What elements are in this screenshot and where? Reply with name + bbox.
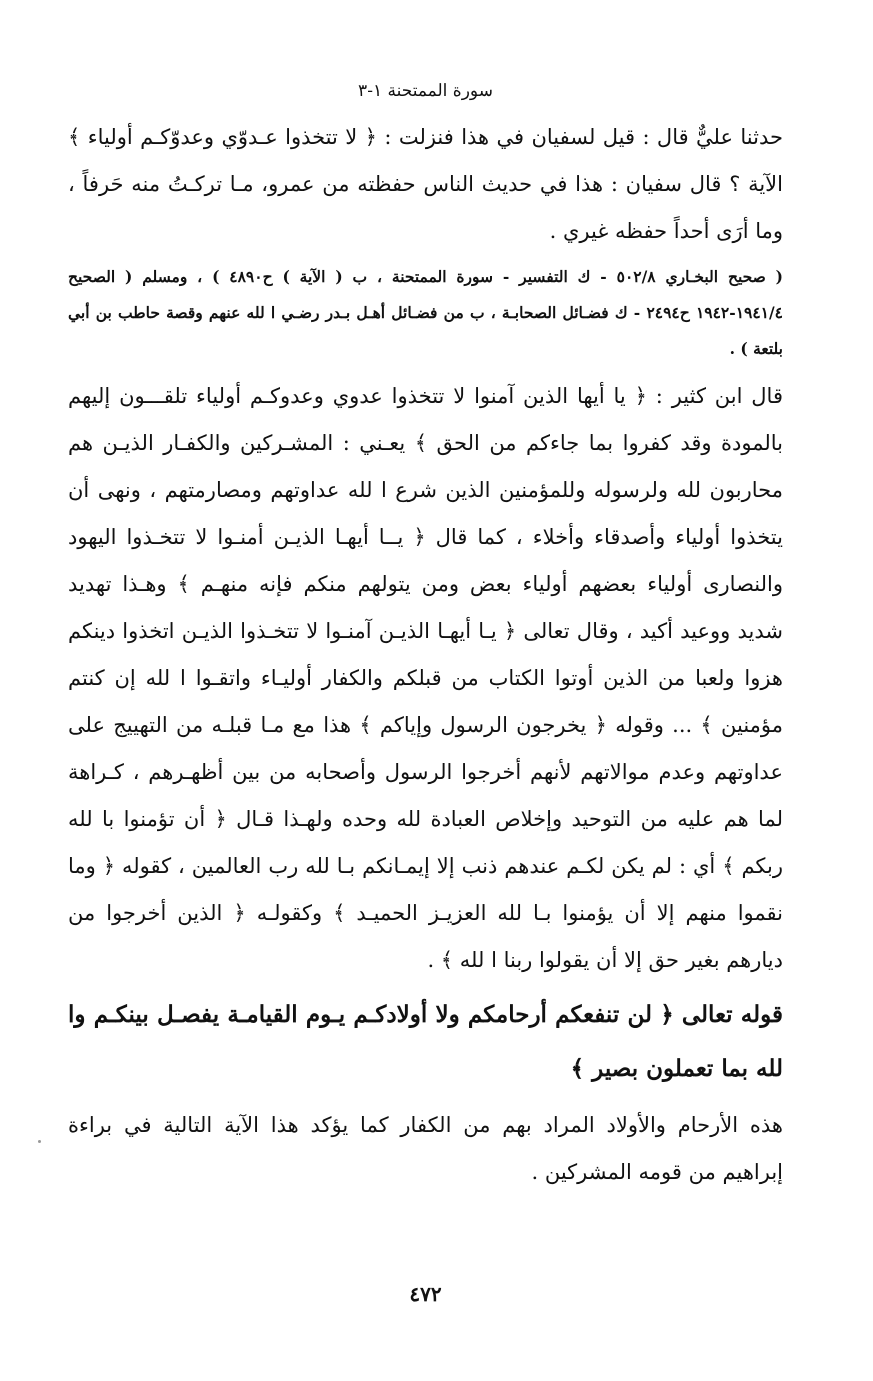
scan-speck xyxy=(38,1140,41,1143)
ibn-kathir-paragraph: قال ابن كثير : ﴿ يا أيها الذين آمنوا لا تتخذوا عدوي وعدوكـم أولياء تلقـــون إليهم بالمودة وقد كفروا بما جاءكم من الحق ﴾ يعـني : المشـركين والكفـار الذيـن هم محاربون لله ولرسوله وللمؤمنين الذين شرع ا لله عداوتهم ومصارمتهم ، ونهى أن يتخذوا أولياء وأصدقاء وأخلاء ، كما قال ﴿ يــا أيهـا الذيـن أمنـوا لا تتخـذوا اليهود والنصارى أولياء بعضهم أولياء بعض ومن يتولهم منكم فإنه منهـم ﴾ وهـذا تهديد شديد ووعيد أكيد ، وقال تعالى ﴿ يـا أيهـا الذيـن آمنـوا لا تتخـذوا الذيـن اتخذوا دينكم هزوا ولعبا من الذين أوتوا الكتاب من قبلكم والكفار أوليـاء واتقـوا ا لله إن كنتم مؤمنين ﴾ ... وقوله ﴿ يخرجون الرسول وإياكم ﴾ هذا مع مـا قبلـه من التهييج على عداوتهم وعدم موالاتهم لأنهم أخرجوا الرسول وأصحابه من بين أظهـرهم ، كـراهة لما هم عليه من التوحيد وإخلاص العبادة لله وحده ولهـذا قـال ﴿ أن تؤمنوا با لله ربكم ﴾ أي : لم يكن لكـم عندهم ذنب إلا إيمـانكم بـا لله رب العالمين ، كقوله ﴿ وما نقموا منهم إلا أن يؤمنوا بـا لله العزيـز الحميـد ﴾ وكقولـه ﴿ الذين أخرجوا من ديارهم بغير حق إلا أن يقولوا ربنا ا لله ﴾ . xyxy=(68,384,783,972)
verse-heading: قوله تعالى ﴿ لن تنفعكم أرحامكم ولا أولادكـم يـوم القيامـة يفصـل بينكـم وا لله بما تعملون بصير ﴾ xyxy=(68,1001,783,1082)
hadith-reference: ( صحيح البخـاري ٥٠٢/٨ - ك التفسير - سورة الممتحنة ، ب ( الآية ) ح٤٨٩٠ ) ، ومسلم ( الصحيح ١٩٤١/٤-١٩٤٢ ح٢٤٩٤ - ك فضـائل الصحابـة ، ب من فضـائل أهـل بـدر رضـي ا لله عنهم وقصة حاطب بن أبي بلتعة ) . xyxy=(68,267,783,358)
commentary-paragraph: هذه الأرحام والأولاد المراد بهم من الكفار كما يؤكد هذا الآية التالية في براءة إبراهيم من قومه المشركين . xyxy=(68,1113,783,1184)
hadith-paragraph: حدثنا عليٌّ قال : قيل لسفيان في هذا فنزلت : ﴿ لا تتخذوا عـدوّي وعدوّكـم أولياء ﴾ الآية ؟ قال سفيان : هذا في حديث الناس حفظته من عمرو، مـا تركـتُ منه حَرفاً ، وما أرَى أحداً حفظه غيري . xyxy=(68,125,783,243)
book-page xyxy=(68,78,783,1358)
page-number: ٤٧٢ xyxy=(409,1282,442,1306)
running-head: سورة الممتحنة ١-٣ xyxy=(358,81,493,101)
